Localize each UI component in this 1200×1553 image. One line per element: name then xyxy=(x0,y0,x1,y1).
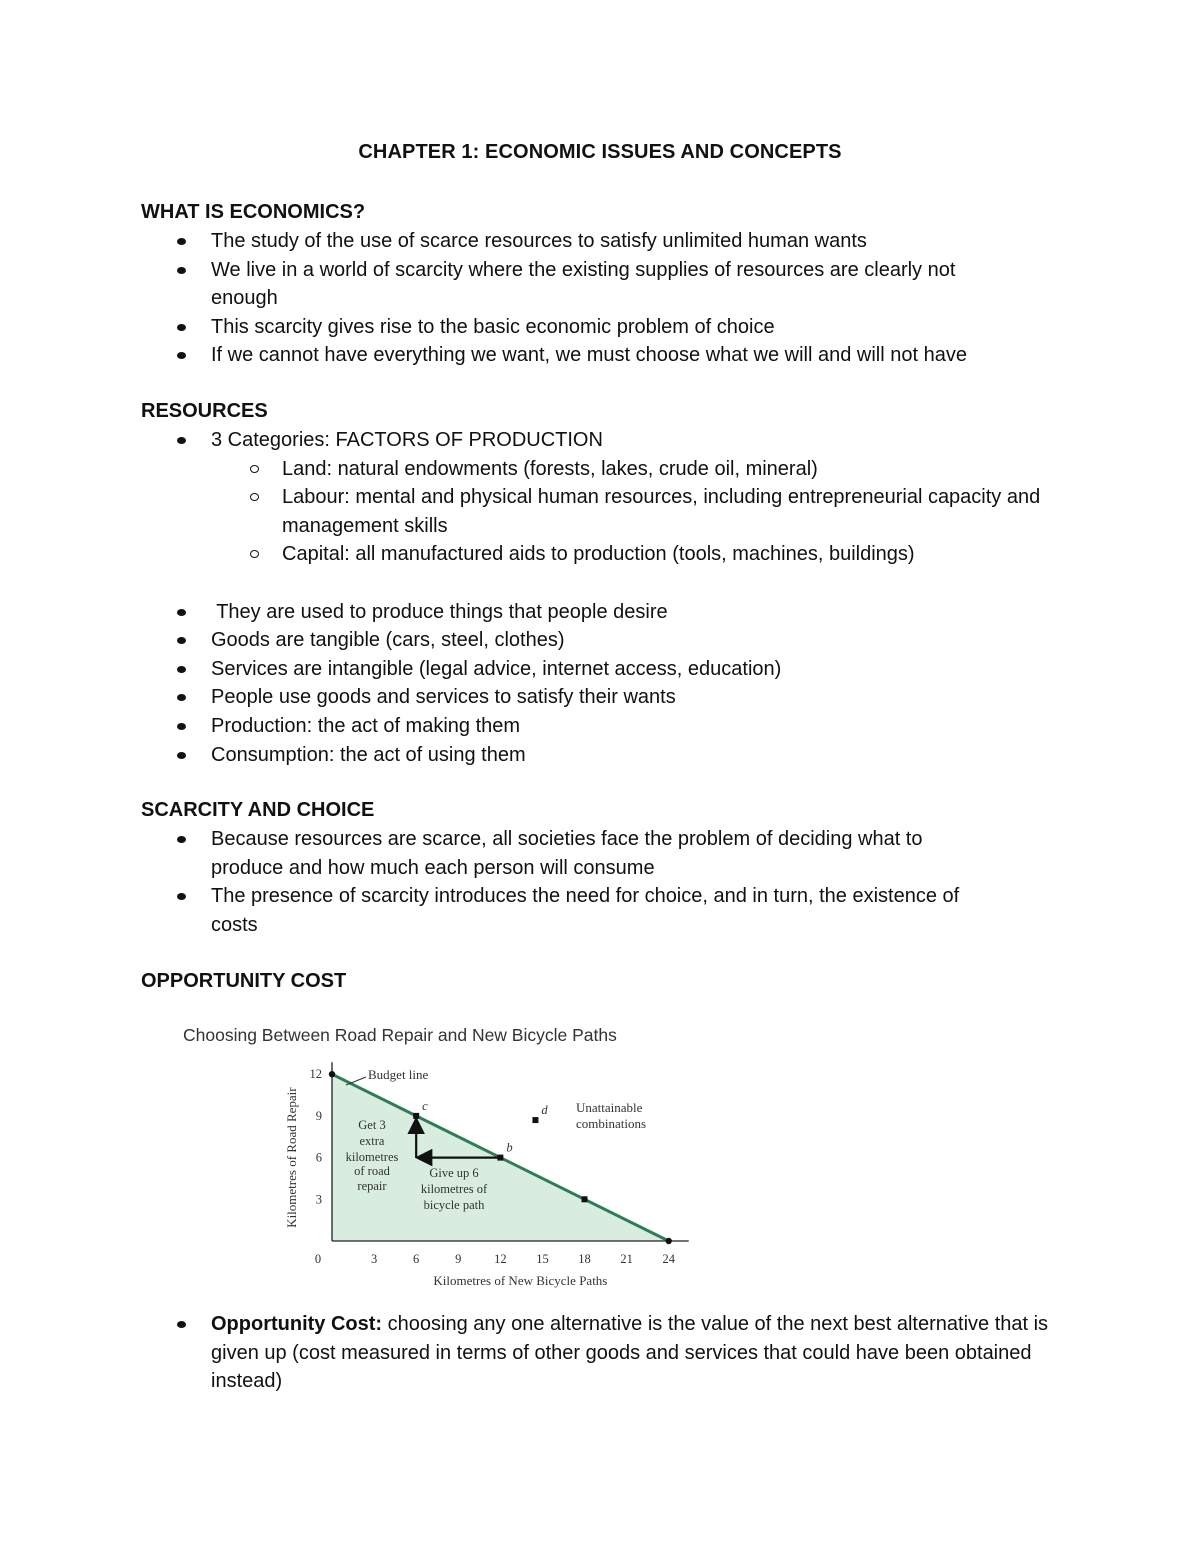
bullet-list xyxy=(141,1310,1101,1396)
data-point xyxy=(497,1155,503,1161)
give-label-2: kilometres of xyxy=(420,1182,488,1196)
sub-bullet-list xyxy=(141,455,1101,569)
list-item: 3 Categories: FACTORS OF PRODUCTION xyxy=(141,426,1101,455)
list-item: People use goods and services to satisfy their wants xyxy=(141,683,1101,712)
list-item: They are used to produce things that people desire xyxy=(141,598,1101,627)
y-tick-label: 6 xyxy=(315,1150,322,1165)
list-item: We live in a world of scarcity where the existing supplies of resources are clearly not enough xyxy=(141,256,1101,313)
heading-resources: RESOURCES xyxy=(141,400,268,422)
x-tick-label: 15 xyxy=(536,1252,549,1266)
list-item: The presence of scarcity introduces the need for choice, and in turn, the existence of costs xyxy=(141,882,991,939)
x-tick-label: 0 xyxy=(314,1252,322,1266)
y-tick-labels xyxy=(310,1067,323,1206)
list-item: If we cannot have everything we want, we must choose what we will and will not have xyxy=(141,341,1101,370)
opportunity-cost-chart xyxy=(170,1015,700,1295)
data-point xyxy=(582,1196,588,1202)
heading-opportunity: OPPORTUNITY COST xyxy=(141,970,347,992)
bullet-list xyxy=(141,227,1101,370)
sub-list-item: Land: natural endowments (forests, lakes, crude oil, mineral) xyxy=(141,455,1101,484)
x-axis-label: Kilometres of New Bicycle Paths xyxy=(433,1273,608,1288)
section-scarcity xyxy=(141,796,1101,939)
heading-what-is-economics: WHAT IS ECONOMICS? xyxy=(141,201,366,223)
get-label-2: extra xyxy=(359,1134,385,1148)
x-tick-label: 3 xyxy=(370,1252,378,1266)
heading-scarcity: SCARCITY AND CHOICE xyxy=(141,799,375,821)
x-tick-label: 21 xyxy=(620,1252,633,1266)
get-label-5: repair xyxy=(357,1179,387,1193)
x-tick-labels xyxy=(315,1252,676,1266)
budget-endpoint-top xyxy=(329,1071,335,1077)
give-label-1: Give up 6 xyxy=(429,1166,479,1180)
data-point xyxy=(413,1113,419,1119)
point-label: d xyxy=(541,1103,548,1118)
get-label-1: Get 3 xyxy=(358,1118,386,1132)
y-tick-label: 9 xyxy=(315,1108,322,1123)
point-label: b xyxy=(506,1140,513,1155)
get-label-4: of road xyxy=(354,1164,390,1178)
section-resources xyxy=(141,397,1101,769)
y-axis-label: Kilometres of Road Repair xyxy=(284,1087,299,1228)
budget-endpoint-bottom xyxy=(666,1238,672,1244)
y-tick-label: 3 xyxy=(315,1192,322,1207)
sub-list-item: Labour: mental and physical human resources, including entrepreneurial capacity and management skills xyxy=(141,483,1101,540)
list-item: Production: the act of making them xyxy=(141,712,1101,741)
list-item: Goods are tangible (cars, steel, clothes) xyxy=(141,626,1101,655)
list-item: Services are intangible (legal advice, internet access, education) xyxy=(141,655,1101,684)
page-title: CHAPTER 1: ECONOMIC ISSUES AND CONCEPTS xyxy=(358,141,842,163)
data-point xyxy=(532,1117,538,1123)
bullet-list xyxy=(141,426,1101,455)
bullet-list xyxy=(141,825,1101,939)
budget-line-label: Budget line xyxy=(368,1067,429,1082)
list-item: This scarcity gives rise to the basic economic problem of choice xyxy=(141,313,1101,342)
sub-list-item: Capital: all manufactured aids to production (tools, machines, buildings) xyxy=(141,540,1101,569)
x-tick-label: 9 xyxy=(455,1252,462,1266)
point-label: c xyxy=(422,1098,428,1113)
bullet-list xyxy=(141,598,1101,770)
section-opportunity xyxy=(141,967,1101,996)
list-item xyxy=(141,1310,1101,1396)
x-tick-label: 18 xyxy=(578,1252,591,1266)
unattainable-label-1: Unattainable xyxy=(576,1100,643,1115)
x-tick-label: 6 xyxy=(413,1252,420,1266)
unattainable-label-2: combinations xyxy=(576,1116,647,1131)
x-tick-label: 24 xyxy=(662,1252,675,1266)
x-tick-label: 12 xyxy=(494,1252,507,1266)
get-label-3: kilometres xyxy=(345,1150,399,1164)
give-label-3: bicycle path xyxy=(423,1198,485,1212)
term-opportunity-cost: Opportunity Cost: xyxy=(211,1313,383,1335)
section-opportunity-definition xyxy=(141,1310,1141,1396)
y-tick-label: 12 xyxy=(309,1067,322,1082)
chart-title: Choosing Between Road Repair and New Bicycle Paths xyxy=(183,1025,617,1045)
section-what-is-economics xyxy=(141,198,1101,370)
definition-text: choosing any one alternative is the value of the next best alternative that is given up (cost measured in terms of other goods and services that could have been obtained instead) xyxy=(211,1313,1054,1393)
list-item: Consumption: the act of using them xyxy=(141,741,1101,770)
list-item: Because resources are scarce, all societies face the problem of deciding what to produce and how much each person will consume xyxy=(141,825,991,882)
list-item: The study of the use of scarce resources to satisfy unlimited human wants xyxy=(141,227,1101,256)
